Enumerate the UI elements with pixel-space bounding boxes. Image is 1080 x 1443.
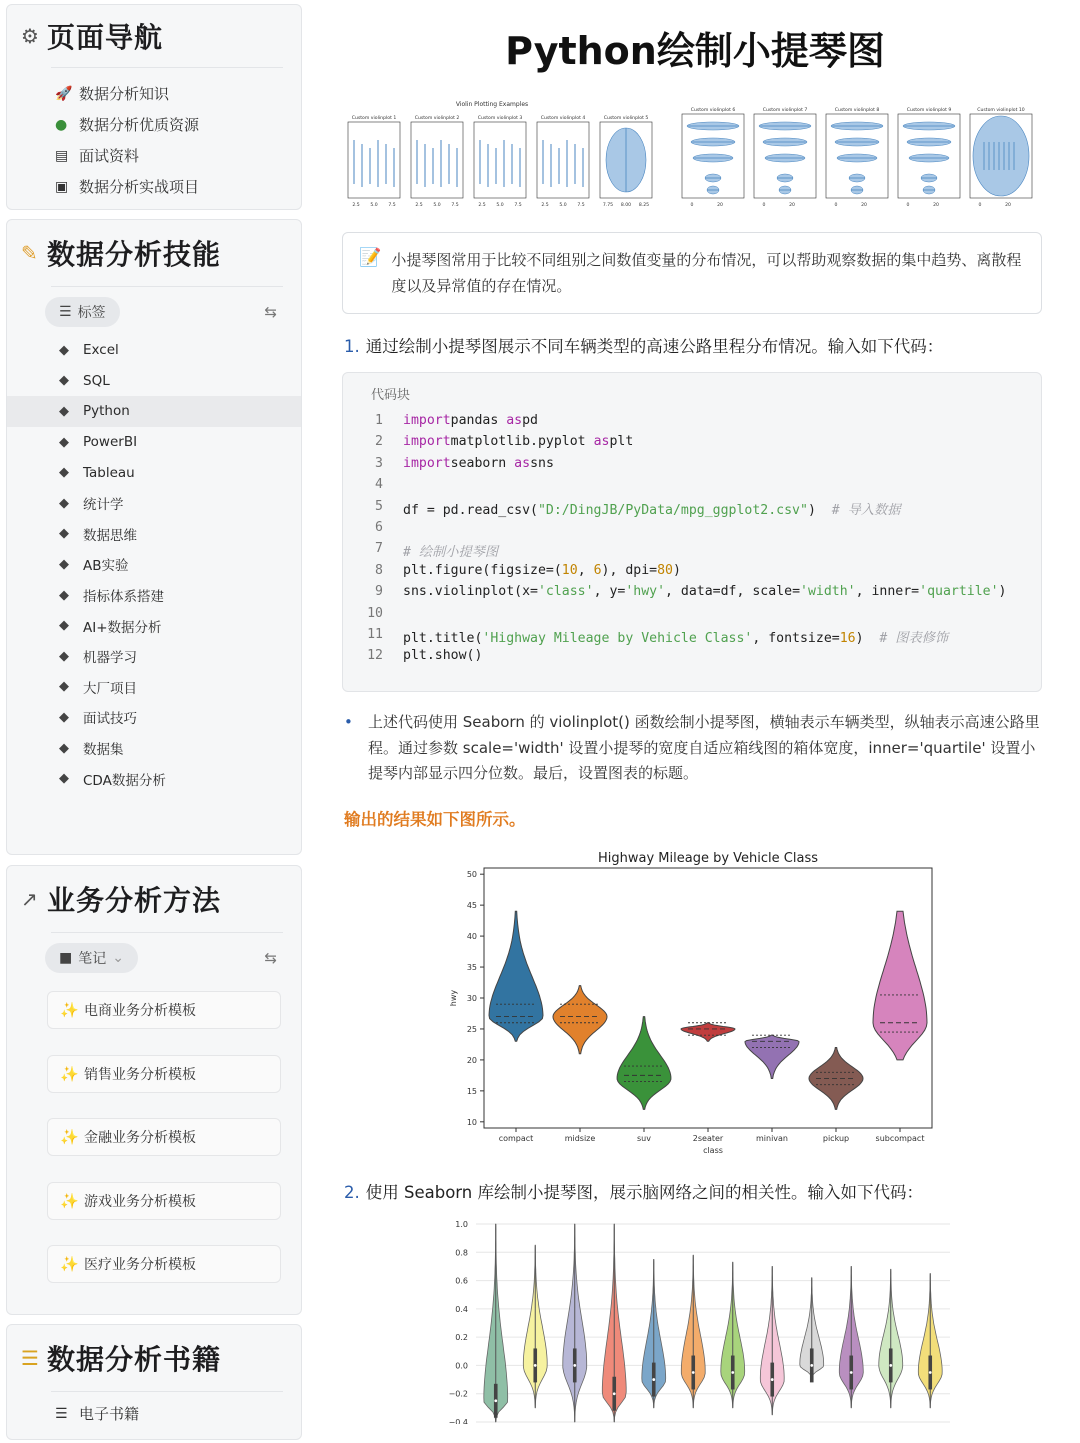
thumb-tick-label: 8.00: [620, 203, 632, 208]
sliders-icon[interactable]: ⇆: [264, 303, 277, 321]
code-token: matplotlib.pyplot: [450, 434, 594, 450]
spacer: [7, 1156, 301, 1172]
tag-label: 指标体系搭建: [83, 589, 164, 606]
code-token: 10: [561, 562, 578, 578]
brain-network-violin-chart: [440, 1212, 960, 1424]
step-1: [344, 333, 943, 357]
thumb-tick-label: 0: [834, 203, 838, 208]
books-card: [6, 1324, 302, 1440]
y-tick-label: 0.0: [455, 1361, 468, 1371]
thumb-tick-label: 5.0: [370, 203, 378, 208]
template-label: 金融业务分析模板: [84, 1130, 196, 1146]
plot-frame: [484, 868, 932, 1128]
thumb-panel: [474, 122, 526, 198]
template-button[interactable]: [47, 1245, 281, 1283]
tag-item[interactable]: [7, 763, 301, 794]
article: [330, 0, 1060, 1443]
code-block-label: 代码块: [371, 388, 411, 403]
spacer: [7, 1093, 301, 1109]
code-token: 'quartile': [919, 584, 999, 600]
tag-item[interactable]: [7, 641, 301, 672]
x-tick-label: 2seater: [692, 1134, 724, 1143]
code-text: [403, 434, 633, 455]
y-tick-label: 30: [466, 994, 477, 1003]
median-dot: [771, 1378, 774, 1381]
tag-label: AB实验: [83, 558, 129, 575]
thumb-tick-label: 7.5: [577, 203, 585, 208]
code-token: sns: [530, 455, 554, 471]
code-token: 16: [839, 631, 856, 646]
code-line: [343, 606, 403, 627]
magic-wand-icon: ✨: [60, 1001, 79, 1019]
y-tick-label: −0.4: [448, 1418, 468, 1424]
tag-icon: ◆: [59, 740, 69, 756]
tag-item[interactable]: [7, 702, 301, 733]
thumb-tick-label: 2.5: [415, 203, 423, 208]
thumb-tick-label: 2.5: [541, 203, 549, 208]
code-block: [342, 372, 1042, 692]
skills-filter-row: [7, 287, 301, 335]
nav-item-ebooks[interactable]: [7, 1398, 301, 1429]
code-token: ): [855, 631, 880, 646]
tag-label: 数据思维: [83, 527, 137, 544]
tag-icon: ◆: [59, 465, 69, 481]
code-text: [403, 563, 681, 584]
pencil-icon: ✎: [21, 241, 38, 265]
tag-icon: ◆: [59, 618, 69, 634]
thumb-panel-title: Custom violinplot 6: [690, 108, 736, 113]
code-token: sns.violinplot(x=: [403, 584, 538, 600]
code-token: 'width': [800, 584, 856, 600]
code-line: [343, 499, 900, 520]
tag-label: Python: [83, 403, 130, 420]
tag-icon: ◆: [59, 587, 69, 603]
thumb-tick-label: 20: [861, 203, 867, 208]
code-text: [403, 648, 482, 669]
code-line: [343, 648, 482, 669]
x-tick-label: pickup: [822, 1134, 850, 1143]
code-text: [403, 541, 498, 562]
tag-label: 统计学: [83, 497, 124, 514]
tag-item[interactable]: [7, 519, 301, 550]
magic-wand-icon: ✨: [60, 1255, 79, 1273]
y-tick-label: 45: [466, 901, 477, 911]
line-number: 2: [375, 434, 383, 450]
y-tick-label: 40: [466, 932, 477, 942]
code-token: pd: [522, 413, 538, 428]
code-token: ), dpi=: [601, 562, 658, 578]
code-token: plt.figure(figsize=(: [403, 562, 562, 578]
template-button[interactable]: [47, 1182, 281, 1220]
code-text: [403, 456, 554, 477]
methods-card: [6, 865, 302, 1315]
tag-item[interactable]: [7, 488, 301, 519]
tag-item[interactable]: [7, 610, 301, 641]
code-token: ): [673, 562, 681, 578]
tag-icon: ◆: [59, 709, 69, 725]
code-line: [343, 563, 681, 584]
step-number: 1.: [344, 337, 360, 356]
line-number: 11: [367, 627, 383, 642]
template-button[interactable]: [47, 1055, 281, 1093]
sliders-icon[interactable]: ⇆: [264, 949, 277, 967]
code-text: [403, 499, 900, 520]
tag-filter-label: 标签: [77, 305, 106, 321]
code-token: # 导入数据: [831, 502, 901, 518]
tag-icon: ◆: [59, 556, 69, 572]
sidebar: [0, 0, 308, 1443]
code-line: [343, 413, 538, 434]
page-nav-header: [7, 5, 301, 67]
books-title: 数据分析书籍: [47, 1343, 222, 1376]
thumb-tick-label: 20: [717, 203, 723, 208]
violin-examples-thumbnails: [342, 96, 1052, 216]
thumb-panel-title: Custom violinplot 8: [834, 108, 880, 113]
y-tick-label: 25: [466, 1024, 477, 1034]
methods-header: [7, 866, 301, 932]
tag-item[interactable]: [7, 335, 301, 366]
template-label: 销售业务分析模板: [84, 1066, 196, 1083]
thumb-panel: [537, 122, 589, 198]
chart-title: Highway Mileage by Vehicle Class: [598, 851, 818, 866]
thumb-tick-label: 0: [690, 203, 694, 208]
code-token: 'class': [537, 584, 594, 600]
code-token: , fontsize=: [752, 631, 840, 646]
code-token: as: [506, 413, 523, 428]
thumb-violin: [973, 116, 1029, 196]
median-dot: [534, 1364, 537, 1367]
callout-text: 小提琴图常用于比较不同组别之间数值变量的分布情况，可以帮助观察数据的集中趋势、离散程度以及异常值的存在情况。: [391, 251, 1022, 295]
code-line: [343, 477, 403, 498]
thumb-panel-title: Custom violinplot 3: [477, 116, 523, 121]
tag-label: CDA数据分析: [83, 772, 166, 789]
page-nav-title: 页面导航: [47, 21, 164, 54]
code-token: 'hwy': [625, 584, 666, 600]
thumb-tick-label: 20: [933, 203, 939, 208]
line-number: 6: [375, 520, 383, 535]
line-number: 5: [375, 498, 383, 514]
code-token: seaborn: [450, 455, 515, 471]
checklist-icon: ☰: [21, 1346, 39, 1370]
x-tick-label: suv: [637, 1134, 651, 1143]
tag-icon: ◆: [59, 771, 69, 787]
y-tick-label: 0.4: [455, 1304, 468, 1314]
spacer: [7, 1029, 301, 1045]
wand-icon: ↗: [21, 887, 38, 911]
x-tick-label: subcompact: [875, 1134, 925, 1143]
line-number: 3: [375, 455, 383, 471]
page-title: Python绘制小提琴图: [505, 29, 885, 73]
y-tick-label: 50: [466, 870, 477, 880]
median-dot: [494, 1399, 497, 1402]
thumb-tick-label: 8.25: [638, 203, 650, 208]
tag-label: Tableau: [83, 464, 135, 481]
x-axis-label: class: [703, 1146, 723, 1155]
nav-item-label: 数据分析优质资源: [79, 116, 200, 134]
memo-icon: 📝: [359, 247, 382, 268]
code-token: import: [403, 413, 451, 428]
median-dot: [692, 1371, 695, 1374]
thumb-tick-label: 5.0: [496, 203, 504, 208]
median-dot: [731, 1371, 734, 1374]
nav-item-label: 数据分析知识: [79, 85, 170, 103]
callout: [342, 232, 1042, 314]
tag-label: 面试技巧: [83, 711, 137, 728]
tag-icon: ◆: [59, 648, 69, 664]
explanation-text: 上述代码使用 Seaborn 的 violinplot() 函数绘制小提琴图，横轴表示车辆类型，纵轴表示高速公路里程。通过参数 scale='width' 设置小提琴的宽度自适应箱线图的箱体宽度，inner='quartile' 设置小提琴内部显示四分位数。最后，设置图表的标题。: [368, 713, 1040, 782]
tag-label: 大厂项目: [83, 680, 137, 697]
magic-wand-icon: ✨: [60, 1064, 79, 1083]
code-token: pandas: [450, 413, 507, 428]
magic-wand-icon: ✨: [60, 1191, 79, 1210]
tag-icon: ◆: [59, 373, 69, 389]
median-dot: [613, 1392, 616, 1395]
methods-title: 业务分析方法: [47, 884, 222, 917]
nav-item-knowledge[interactable]: [7, 78, 301, 109]
nav-item-label: 电子书籍: [79, 1405, 140, 1423]
line-number: 1: [375, 413, 383, 428]
code-line: [343, 627, 948, 648]
code-token: plt: [609, 434, 634, 450]
magic-wand-icon: ✨: [60, 1128, 79, 1146]
code-token: as: [514, 455, 531, 471]
thumb-tick-label: 7.5: [451, 203, 459, 208]
thumb-panel-title: Custom violinplot 7: [762, 108, 808, 113]
compass-icon: ⚙: [21, 24, 39, 48]
code-token: import: [403, 434, 451, 450]
skills-card: [6, 219, 302, 855]
code-token: ): [807, 502, 832, 518]
tag-icon: ◆: [59, 526, 69, 542]
tag-label: 数据集: [83, 742, 124, 759]
tag-icon: ◆: [59, 679, 69, 695]
thumb-panel-title: Custom violinplot 4: [540, 116, 586, 121]
thumb-tick-label: 7.75: [602, 203, 614, 208]
code-token: plt.title(: [403, 631, 483, 646]
code-text: [403, 413, 538, 434]
y-tick-label: 1.0: [455, 1220, 468, 1229]
template-list: [7, 991, 301, 1283]
thumb-tick-label: 7.5: [514, 203, 522, 208]
tag-label: SQL: [83, 372, 110, 389]
tag-item[interactable]: [7, 366, 301, 397]
line-number: 4: [375, 477, 383, 493]
nav-item-projects[interactable]: [7, 171, 301, 202]
tag-item[interactable]: [7, 427, 301, 458]
y-tick-label: 0.8: [455, 1248, 468, 1258]
tag-label: AI+数据分析: [83, 619, 162, 636]
template-label: 电商业务分析模板: [84, 1003, 196, 1019]
template-button[interactable]: [47, 1118, 281, 1156]
code-token: "D:/DingJB/PyData/mpg_ggplot2.csv": [537, 502, 808, 518]
thumb-tick-label: 20: [789, 203, 795, 208]
y-tick-label: 10: [466, 1117, 477, 1127]
code-line: [343, 584, 1006, 605]
tag-item[interactable]: [7, 457, 301, 488]
code-token: # 图表修饰: [879, 631, 949, 646]
median-dot: [652, 1378, 655, 1381]
nav-item-interview[interactable]: [7, 140, 301, 171]
line-number: 12: [367, 648, 383, 664]
x-tick-label: minivan: [755, 1134, 789, 1143]
nav-item-resources[interactable]: [7, 109, 301, 140]
code-token: ,: [577, 562, 594, 578]
code-token: import: [403, 455, 451, 471]
line-number: 7: [375, 541, 383, 557]
tag-icon: ◆: [59, 495, 69, 511]
thumb-panel-title: Custom violinplot 10: [977, 108, 1025, 113]
code-line: [343, 520, 403, 541]
books-header: [7, 1325, 301, 1391]
skills-title: 数据分析技能: [47, 238, 222, 271]
code-token: , inner=: [855, 584, 920, 600]
tag-icon: ◆: [59, 403, 69, 419]
notes-filter-button[interactable]: [45, 943, 138, 973]
thumb-tick-label: 5.0: [433, 203, 441, 208]
template-label: 医疗业务分析模板: [84, 1257, 196, 1273]
bullet-dot: •: [344, 713, 353, 731]
y-axis-label: hwy: [449, 989, 458, 1007]
thumb-panel-title: Custom violinplot 2: [414, 116, 460, 121]
median-dot: [850, 1371, 853, 1374]
thumb-tick-label: 7.5: [388, 203, 396, 208]
explanation-bullet: [344, 710, 1044, 787]
thumb-tick-label: 0: [906, 203, 910, 208]
thumb-tick-label: 2.5: [352, 203, 360, 208]
code-token: # 绘制小提琴图: [403, 545, 499, 561]
highway-mileage-violin-chart: [440, 846, 950, 1162]
tag-list: [7, 335, 301, 794]
thumb-panel: [348, 122, 400, 198]
thumb-tick-label: 0: [762, 203, 766, 208]
line-number: 9: [375, 584, 383, 600]
code-token: plt.show(): [403, 648, 483, 664]
code-line: [343, 541, 498, 562]
list-icon: ☰: [59, 304, 72, 320]
line-number: 8: [375, 562, 383, 578]
median-dot: [929, 1371, 932, 1374]
tag-item[interactable]: [7, 672, 301, 703]
step-number: 2.: [344, 1183, 360, 1202]
step-2: [344, 1179, 923, 1203]
nav-item-label: 面试资料: [79, 147, 140, 165]
code-token: 'Highway Mileage by Vehicle Class': [482, 631, 753, 646]
thumb-panel: [411, 122, 463, 198]
code-token: as: [593, 434, 610, 450]
tag-item[interactable]: [7, 396, 301, 427]
code-token: , y=: [593, 584, 626, 600]
median-dot: [889, 1364, 892, 1367]
code-token: ): [998, 584, 1007, 600]
thumb-tick-label: 2.5: [478, 203, 486, 208]
nav-item-label: 数据分析实战项目: [79, 178, 200, 196]
methods-filter-row: [7, 933, 301, 981]
template-button[interactable]: [47, 991, 281, 1029]
code-token: df = pd.read_csv(: [403, 502, 538, 518]
floppy-icon: ▣: [55, 178, 69, 195]
code-token: 6: [593, 562, 602, 578]
tree-icon: ●: [55, 116, 68, 133]
tag-item[interactable]: [7, 580, 301, 611]
document-icon: ■: [59, 950, 73, 966]
step-text: 使用 Seaborn 库绘制小提琴图，展示脑网络之间的相关性。输入如下代码：: [365, 1183, 923, 1202]
median-dot: [573, 1364, 576, 1367]
code-text: [403, 627, 948, 648]
thumb-tick-label: 20: [1005, 203, 1011, 208]
y-tick-label: 20: [466, 1055, 477, 1065]
thumb-panel-title: Custom violinplot 9: [906, 108, 952, 113]
x-tick-label: compact: [498, 1134, 534, 1143]
median-dot: [810, 1364, 813, 1367]
tag-item[interactable]: [7, 733, 301, 764]
tag-filter-button[interactable]: [45, 297, 120, 327]
output-note: 输出的结果如下图所示。: [344, 810, 526, 829]
skills-header: [7, 220, 301, 286]
code-token: , data=df, scale=: [665, 584, 801, 600]
code-line: [343, 434, 633, 455]
tag-item[interactable]: [7, 549, 301, 580]
template-label: 游戏业务分析模板: [84, 1193, 196, 1210]
page-nav-card: [6, 4, 302, 210]
thumb-left-title: Violin Plotting Examples: [455, 101, 529, 108]
code-text: [403, 584, 1006, 605]
chevron-down-icon: ⌄: [112, 950, 124, 966]
tag-icon: ◆: [59, 342, 69, 358]
tag-label: 机器学习: [83, 650, 137, 667]
tag-label: PowerBI: [83, 434, 138, 451]
y-tick-label: 0.2: [455, 1333, 468, 1343]
y-tick-label: 0.6: [455, 1276, 468, 1286]
step-text: 通过绘制小提琴图展示不同车辆类型的高速公路里程分布情况。输入如下代码：: [365, 337, 944, 356]
notes-filter-label: 笔记: [78, 951, 107, 967]
tag-icon: ◆: [59, 434, 69, 450]
y-tick-label: −0.2: [448, 1389, 468, 1399]
thumb-panel-title: Custom violinplot 1: [351, 116, 397, 121]
spacer: [7, 1220, 301, 1236]
thumb-tick-label: 5.0: [559, 203, 567, 208]
thumb-tick-label: 0: [978, 203, 982, 208]
thumb-panel-title: Custom violinplot 5: [603, 116, 649, 121]
y-tick-label: 15: [466, 1086, 477, 1096]
rocket-icon: 🚀: [55, 85, 73, 102]
monitor-icon: ▤: [55, 147, 69, 164]
y-tick-label: 35: [466, 963, 477, 973]
x-tick-label: midsize: [564, 1134, 596, 1143]
tag-label: Excel: [83, 342, 119, 359]
code-line: [343, 456, 554, 477]
checklist-icon: ☰: [55, 1405, 68, 1422]
line-number: 10: [367, 605, 383, 621]
code-token: 80: [657, 562, 673, 578]
